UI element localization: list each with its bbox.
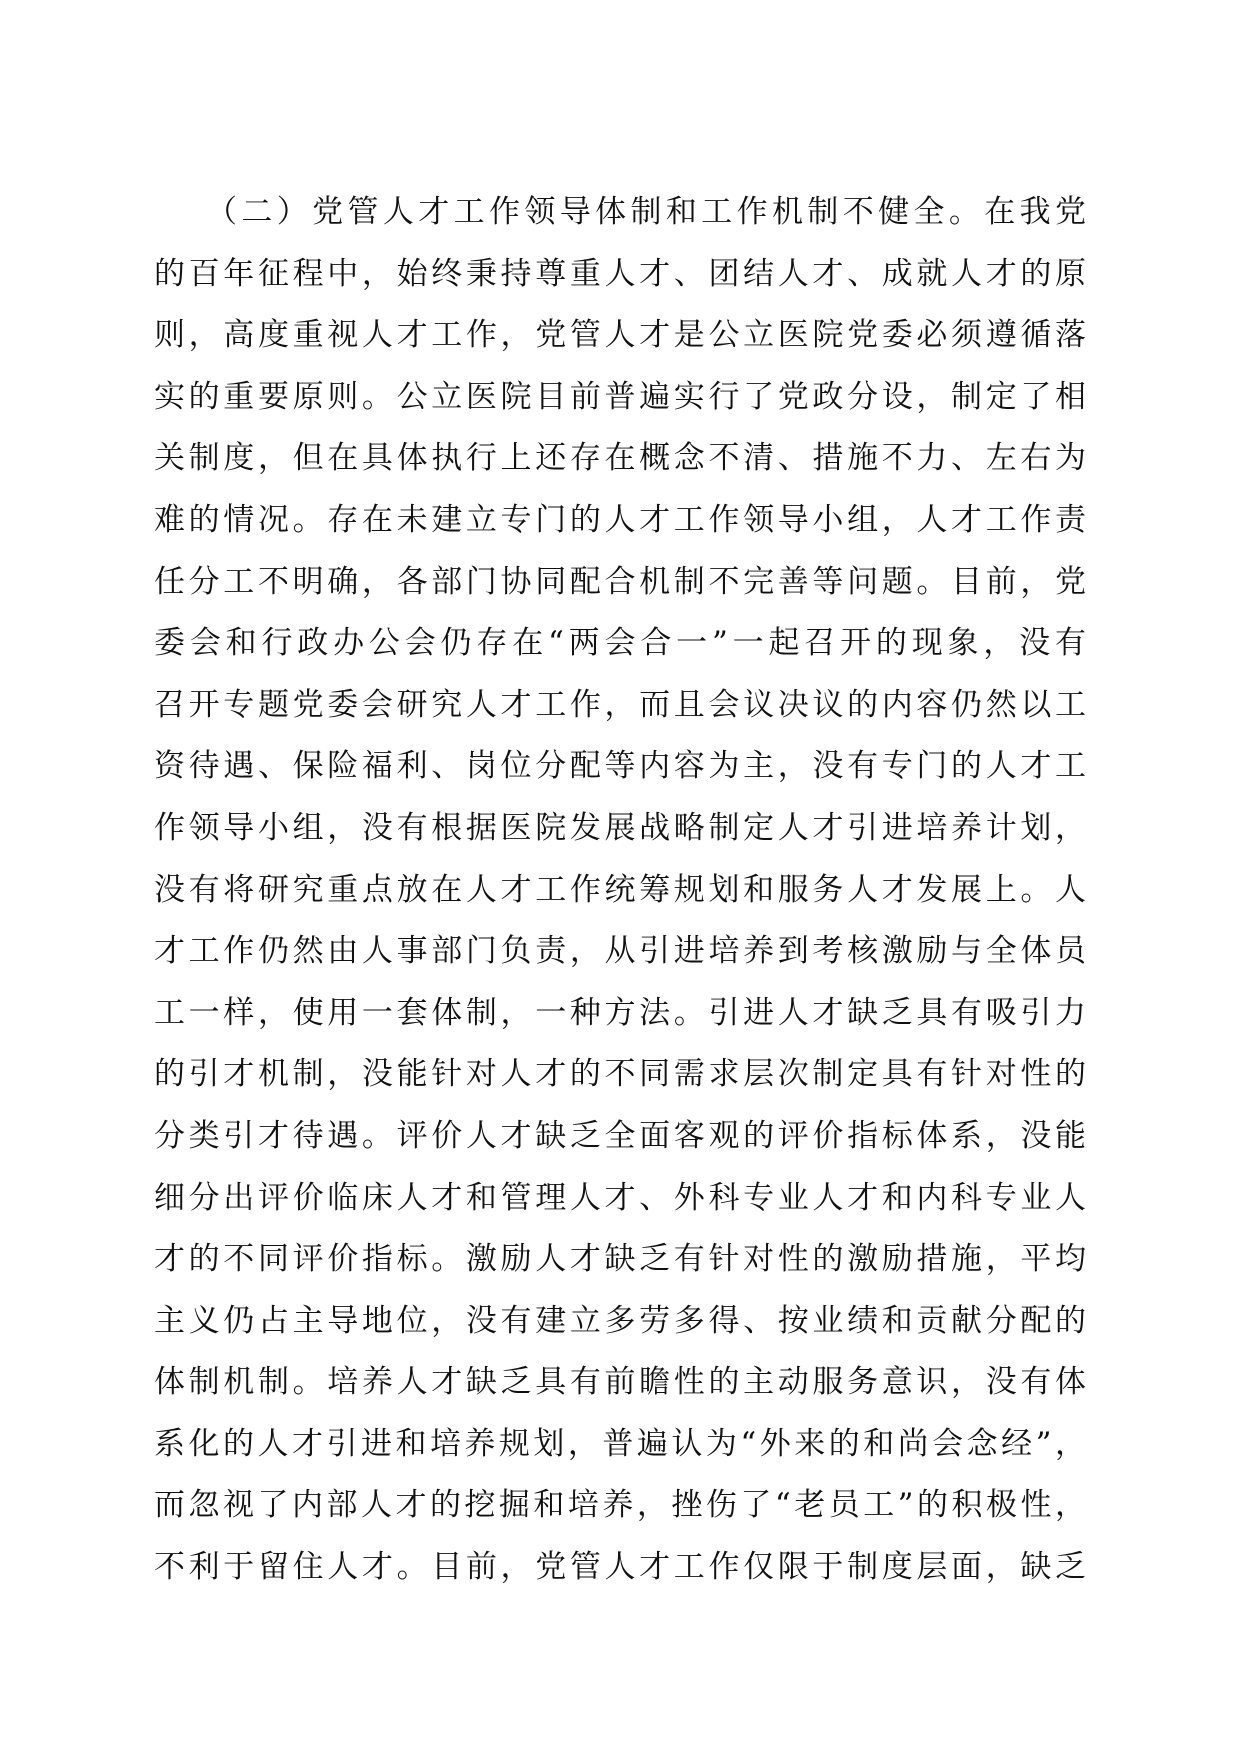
text-line-12: 没有将研究重点放在人才工作统筹规划和服务人才发展上。人 <box>154 871 1086 908</box>
text-line-22: 而忽视了内部人才的挖掘和培养，挫伤了“老员工”的积极性， <box>154 1487 1086 1524</box>
text-line-11: 作领导小组，没有根据医院发展战略制定人才引进培养计划， <box>154 809 1086 846</box>
text-line-23: 不利于留住人才。目前，党管人才工作仅限于制度层面，缺乏 <box>154 1549 1086 1586</box>
text-line-20: 体制机制。培养人才缺乏具有前瞻性的主动服务意识，没有体 <box>154 1364 1086 1401</box>
text-line-19: 主义仍占主导地位，没有建立多劳多得、按业绩和贡献分配的 <box>154 1302 1086 1339</box>
text-line-15: 的引才机制，没能针对人才的不同需求层次制定具有针对性的 <box>154 1056 1086 1093</box>
text-line-5: 关制度，但在具体执行上还存在概念不清、措施不力、左右为 <box>154 440 1086 477</box>
text-line-8: 委会和行政办公会仍存在“两会合一”一起召开的现象，没有 <box>154 625 1086 662</box>
text-line-3: 则，高度重视人才工作，党管人才是公立医院党委必须遵循落 <box>154 317 1086 354</box>
text-line-18: 才的不同评价指标。激励人才缺乏有针对性的激励措施，平均 <box>154 1241 1086 1278</box>
text-line-6: 难的情况。存在未建立专门的人才工作领导小组，人才工作责 <box>154 501 1086 538</box>
text-line-7: 任分工不明确，各部门协同配合机制不完善等问题。目前，党 <box>154 563 1086 600</box>
text-line-16: 分类引才待遇。评价人才缺乏全面客观的评价指标体系，没能 <box>154 1117 1086 1154</box>
text-line-4: 实的重要原则。公立医院目前普遍实行了党政分设，制定了相 <box>154 378 1086 415</box>
text-line-10: 资待遇、保险福利、岗位分配等内容为主，没有专门的人才工 <box>154 748 1086 785</box>
text-line-9: 召开专题党委会研究人才工作，而且会议决议的内容仍然以工 <box>154 686 1086 723</box>
text-line-17: 细分出评价临床人才和管理人才、外科专业人才和内科专业人 <box>154 1179 1086 1216</box>
body-paragraph <box>154 186 1086 1603</box>
text-line-14: 工一样，使用一套体制，一种方法。引进人才缺乏具有吸引力 <box>154 994 1086 1031</box>
text-line-21: 系化的人才引进和培养规划，普遍认为“外来的和尚会念经”， <box>154 1425 1086 1462</box>
text-line-13: 才工作仍然由人事部门负责，从引进培养到考核激励与全体员 <box>154 933 1086 970</box>
text-line-1: （二）党管人才工作领导体制和工作机制不健全。在我党 <box>206 194 1086 230</box>
text-line-2: 的百年征程中，始终秉持尊重人才、团结人才、成就人才的原 <box>154 255 1086 292</box>
